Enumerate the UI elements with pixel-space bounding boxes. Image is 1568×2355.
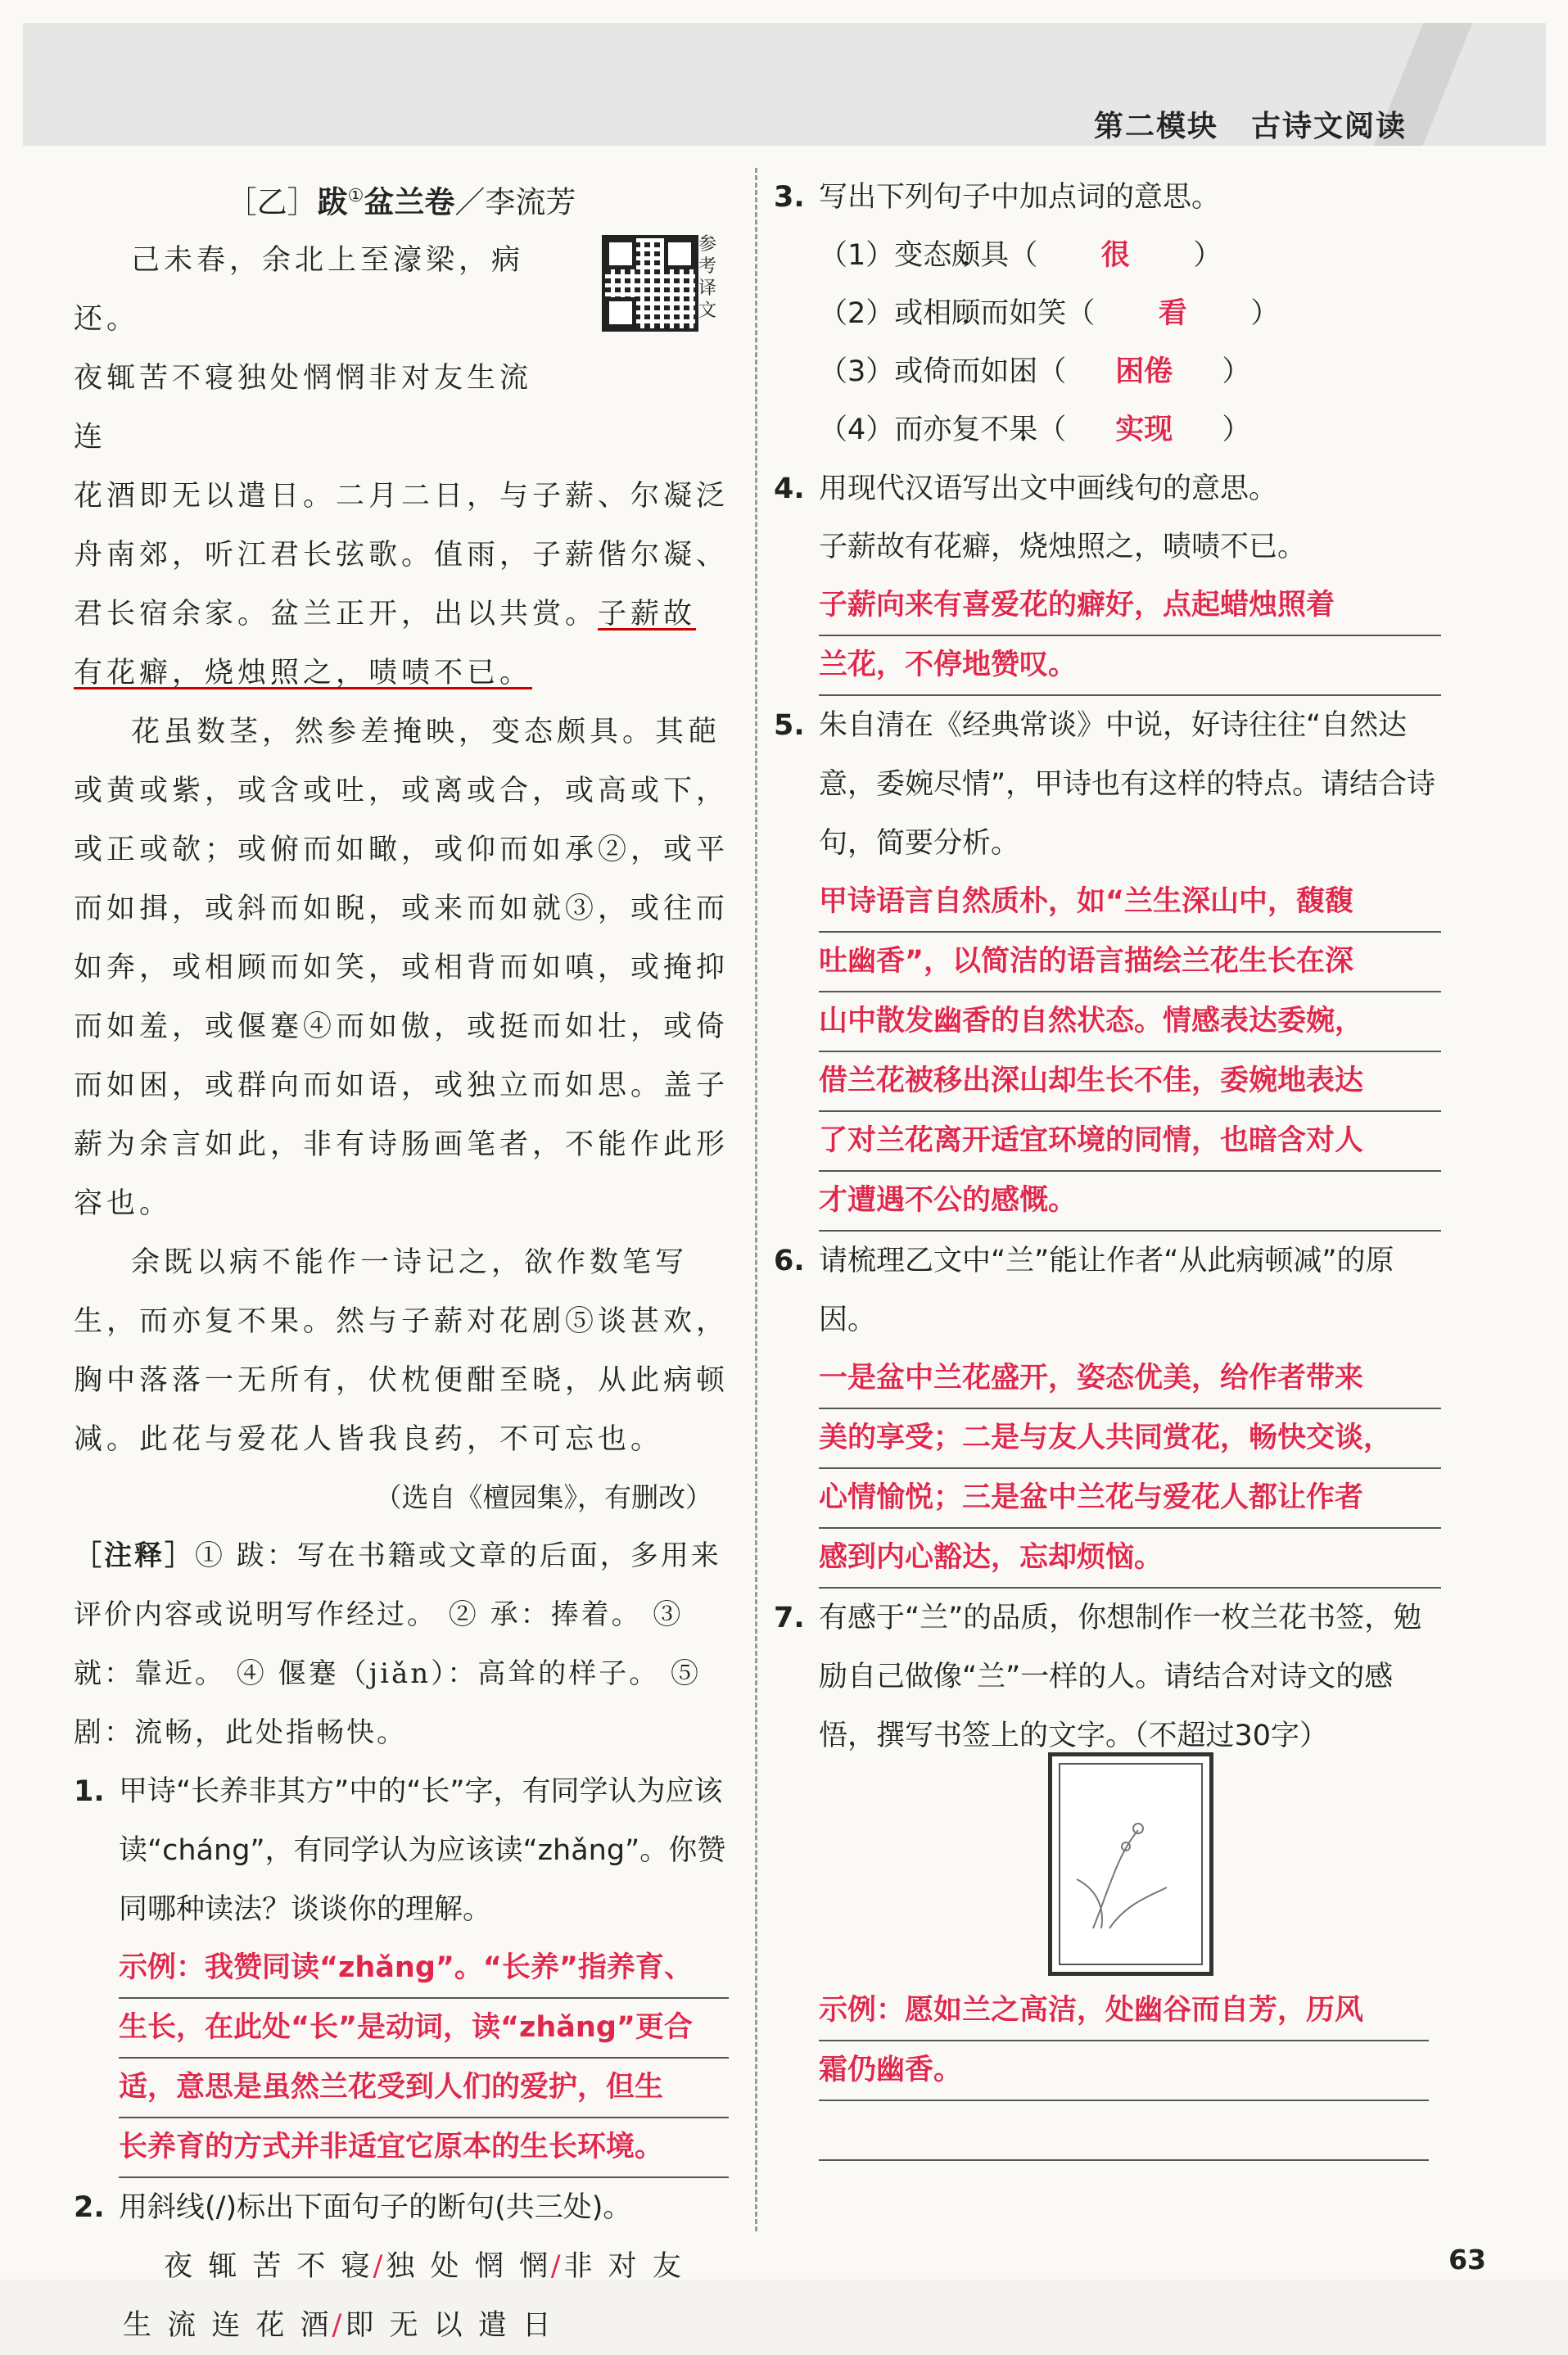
dotted-word: 颇 [951,239,981,272]
paragraph: 花虽数茎，然参差掩映，变态颇具。其葩或黄或紫，或含或吐，或离或合，或高或下，或正或欹；或俯而如瞰，或仰而如承②，或平而如揖，或斜而如睨，或来而如就③，或往而如奔，或相顾而如笑，或相背而如嗔，或掩抑而如羞，或偃蹇④而如傲，或挺而如壮，或倚而如困，或群向而如语，或独立而如思。盖子薪为余言如此，非有诗肠画笔者，不能作此形容也。 [74,716,730,1221]
dotted-word: 顾 [951,297,981,330]
question-2 [74,2178,729,2237]
question-text: 请梳理乙文中“兰”能让作者“从此病顿减”的原因。 [819,1245,1394,1336]
annotations [74,1526,729,1762]
slash-mark: / [550,2250,564,2284]
item-text: （1）变态 [819,239,952,272]
module-label: 第二模块 [1093,110,1218,143]
q3-item [774,343,1441,401]
item-text: ） [1250,297,1280,330]
qr-corner [664,238,695,269]
answer-line: 示例：我赞同读“zhǎng”。“长养”指养育、 [119,1939,729,1999]
paragraph: 夜辄苦不寝独处惘惘非对友生流连 [74,362,533,454]
qr-corner [605,297,636,328]
q3-item [774,401,1441,459]
blank-answer-line[interactable] [819,2101,1429,2161]
note-text: ① 跋：写在书籍或文章的后面，多用来评价内容或说明写作经过。 ② 承：捧着。 ③ 就：靠近。 ④ 偃蹇（jiǎn）：高耸的样子。 ⑤ 剧：流畅，此处指畅快。 [74,1539,721,1750]
slash-mark: / [373,2250,386,2284]
dotted-word: 困 [1009,355,1038,388]
question-number: 4. [774,472,805,505]
answer-line: 兰花，不停地赞叹。 [819,636,1441,696]
right-column [774,168,1441,1765]
orchid-sketch-icon [1060,1765,1191,1953]
question-1 [74,1762,729,1939]
question-4 [774,459,1441,518]
segment: 独 处 惘 惘 [386,2250,551,2284]
section-label: 古诗文阅读 [1250,110,1407,143]
title-note-mark: ① [347,186,364,206]
title-prefix: ［乙］ [226,184,318,220]
item-text: ） [1222,414,1251,446]
answer-line: 霜仍幽香。 [819,2041,1429,2101]
author: ／李流芳 [454,184,576,220]
answer-line: 借兰花被移出深山却生长不佳，委婉地表达 [819,1052,1441,1112]
answer-line: 生长，在此处“长”是动词，读“zhǎng”更合 [119,1999,729,2059]
item-text: ） [1222,355,1251,388]
question-text: 甲诗“长养非其方”中的“长”字，有同学认为应该读“cháng”，有同学认为应该读“zhǎng”。你赞同哪种读法？谈谈你的理解。 [119,1775,726,1927]
question-5 [774,696,1441,873]
segment-sentence-line-1 [74,2237,729,2296]
source-citation: （选自《檀园集》，有删改） [374,1481,712,1514]
answer-6 [819,1349,1441,1589]
qr-corner [605,238,636,269]
answer-line: 一是盆中兰花盛开，姿态优美，给作者带来 [819,1349,1441,1409]
question-number: 2. [74,2191,105,2225]
passage-title [74,168,729,231]
page-number: 63 [1448,2244,1486,2276]
item-text: （ [1037,414,1067,446]
segment: 非 对 友 [563,2250,685,2284]
note-label: ［注释］ [74,1539,195,1573]
segment: 夜 辄 苦 不 寝 [164,2250,373,2284]
answer-line: 甲诗语言自然质朴，如“兰生深山中，馥馥 [819,873,1441,933]
dotted-word: 果 [1009,414,1038,446]
answer-1 [119,1939,729,2178]
paragraph: 余既以病不能作一诗记之，欲作数笔写生，而亦复不果。然与子薪对花剧⑤谈甚欢，胸中落落一无所有，伏枕便酣至晓，从此病顿减。此花与爱花人皆我良药，不可忘也。 [74,1246,730,1457]
question-text: 有感于“兰”的品质，你想制作一枚兰花书签，勉励自己做像“兰”一样的人。请结合对诗文的感悟，撰写书签上的文字。（不超过30字） [819,1602,1422,1752]
question-3 [774,168,1441,227]
left-column [74,168,729,2355]
bookmark-frame [1059,1763,1203,1965]
answer-line: 美的享受；二是与友人共同赏花，畅快交谈， [819,1409,1441,1469]
quoted-sentence: 子薪故有花癖，烧烛照之，啧啧不已。 [819,531,1307,563]
paragraph: 花酒即无以遣日。二月二日，与子薪、尔凝泛舟南郊，听江君长弦歌。值雨，子薪偕尔凝、君长宿余家。盆兰正开，出以共赏。 [74,480,730,631]
answer-line: 长养育的方式并非适宜它原本的生长环境。 [119,2118,729,2178]
bookmark-image [1048,1752,1213,1976]
segment-sentence-line-2 [74,2296,729,2355]
answer-line: 子薪向来有喜爱花的癖好，点起蜡烛照着 [819,576,1441,636]
item-answer: 实现 [1115,414,1173,446]
slash-mark: / [332,2309,346,2343]
question-7 [774,1589,1441,1765]
question-text: 朱自清在《经典常谈》中说，好诗往往“自然达意，委婉尽情”，甲诗也有这样的特点。请结合诗句，简要分析。 [819,709,1436,860]
item-text: ） [1193,239,1222,272]
answer-line: 了对兰花离开适宜环境的同情，也暗含对人 [819,1112,1441,1172]
item-text: （3）或倚而如 [819,355,1010,388]
item-text: 而如笑（ [980,297,1096,330]
q3-item [774,285,1441,343]
question-text: 用现代汉语写出文中画线句的意思。 [819,472,1278,505]
question-text: 用斜线(/)标出下面句子的断句(共三处)。 [119,2191,632,2225]
module-title [1094,103,1407,145]
answer-5 [819,873,1441,1232]
item-answer: 看 [1158,297,1187,330]
answer-line: 感到内心豁达，忘却烦恼。 [819,1529,1441,1589]
answer-line: 心情愉悦；三是盆中兰花与爱花人都让作者 [819,1469,1441,1529]
page-header [23,23,1546,146]
item-answer: 很 [1100,239,1130,272]
answer-7 [819,1982,1429,2161]
title-word: 跋 [317,184,348,220]
underlined-sentence: 子薪故有花癖，烧烛照之，啧啧不已。 [74,598,697,690]
question-text: 写出下列句子中加点词的意思。 [819,181,1221,214]
answer-line: 才遭遇不公的感慨。 [819,1172,1441,1232]
q3-item [774,227,1441,285]
question-number: 5. [774,709,805,742]
answer-line: 吐幽香”，以简洁的语言描绘兰花生长在深 [819,933,1441,992]
question-number: 3. [774,181,805,214]
title-main: 盆兰卷 [364,184,455,220]
question-6 [774,1232,1441,1349]
paragraph: 己未春，余北上至濠梁，病还。 [74,244,525,337]
question-number: 1. [74,1775,105,1809]
segment: 即 无 以 遣 日 [345,2309,554,2343]
item-text: 具（ [980,239,1038,272]
qr-code-icon[interactable] [602,235,698,332]
qr-label: 参考译文 [698,234,717,321]
answer-line: 适，意思是虽然兰花受到人们的爱护，但生 [119,2059,729,2118]
segment: 生 流 连 花 酒 [123,2309,332,2343]
answer-line: 山中散发幽香的自然状态。情感表达委婉， [819,992,1441,1052]
item-text: （ [1037,355,1067,388]
answer-4 [819,576,1441,696]
item-text: （4）而亦复不 [819,414,1010,446]
answer-line: 示例：愿如兰之高洁，处幽谷而自芳，历风 [819,1982,1429,2041]
question-number: 7. [774,1602,805,1634]
column-divider [755,168,757,2231]
item-answer: 困倦 [1115,355,1173,388]
item-text: （2）或相 [819,297,952,330]
question-number: 6. [774,1245,805,1277]
